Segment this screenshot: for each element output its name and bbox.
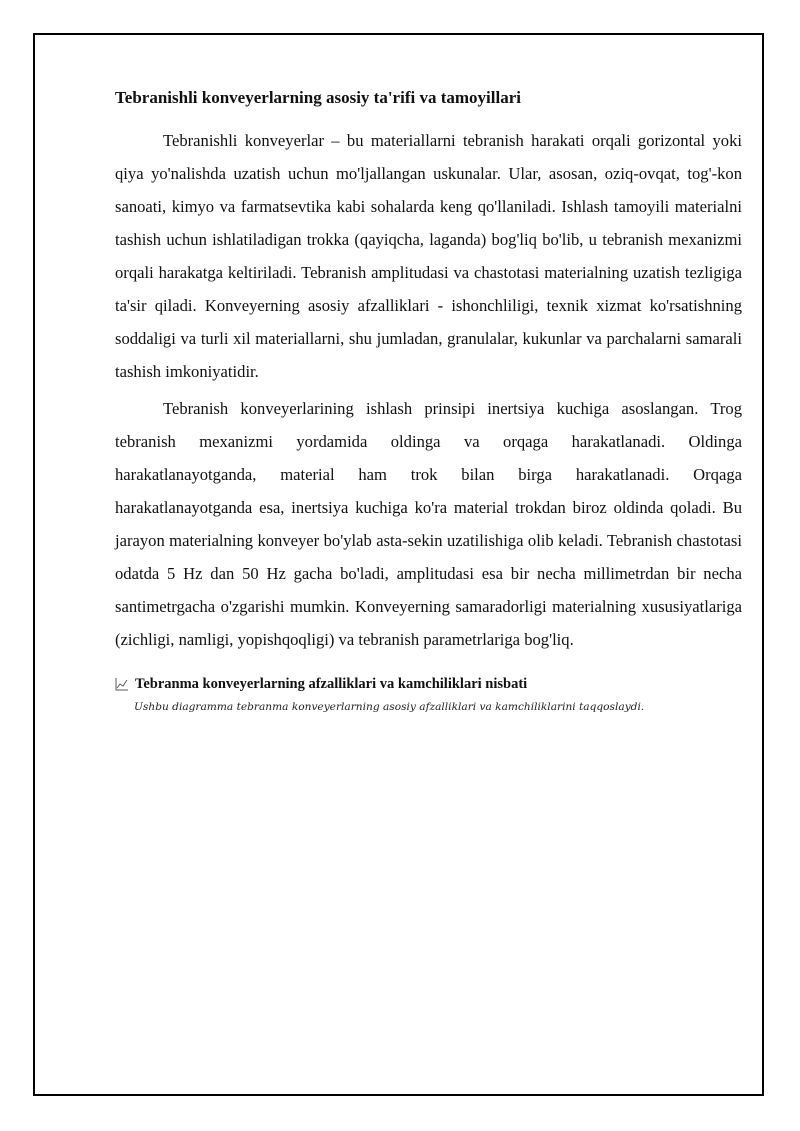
line-chart-icon: [115, 677, 129, 691]
chart-reference: [115, 674, 742, 716]
chart-caption: Ushbu diagramma tebranma konveyerlarning asosiy afzalliklari va kamchiliklarini taqqoslaydi.: [134, 701, 645, 713]
paragraph-principle: Tebranish konveyerlarining ishlash prinsipi inertsiya kuchiga asoslangan. Trog tebranish mexanizmi yordamida oldinga va orqaga harakatlanadi. Oldinga harakatlanayotganda, material ham trok bilan birga harakatlanadi. Orqaga harakatlanayotganda esa, inertsiya kuchiga ko'ra material trokdan biroz oldinda qoladi. Bu jarayon materialning konveyer bo'ylab asta-sekin uzatilishiga olib keladi. Tebranish chastotasi odatda 5 Hz dan 50 Hz gacha bo'ladi, amplitudasi esa bir necha millimetrdan bir necha santimetrgacha o'zgarishi mumkin. Konveyerning samaradorligi materialning xususiyatlariga (zichligi, namligi, yopishqoqligi) va tebranish parametrlariga bog'liq.: [115, 399, 742, 649]
chart-title-row: [115, 674, 742, 694]
paragraph-definition: Tebranishli konveyerlar – bu materiallarni tebranish harakati orqali gorizontal yoki qiya yo'nalishda uzatish uchun mo'ljallangan uskunalar. Ular, asosan, oziq-ovqat, tog'-kon sanoati, kimyo va farmatsevtika kabi sohalarda keng qo'llaniladi. Ishlash tamoyili materialni tashish uchun ishlatiladigan trokka (qayiqcha, laganda) bog'liq bo'lib, u tebranish mexanizmi orqali harakatga keltiriladi. Tebranish amplitudasi va chastotasi materialning uzatish tezligiga ta'sir qiladi. Konveyerning asosiy afzalliklari - ishonchliligi, texnik xizmat ko'rsatishning soddaligi va turli xil materiallarni, shu jumladan, granulalar, kukunlar va parchalarni samarali tashish imkoniyatidir.: [115, 131, 742, 381]
section-heading: Tebranishli konveyerlarning asosiy ta'rifi va tamoyillari: [115, 88, 521, 107]
chart-title: Tebranma konveyerlarning afzalliklari va kamchiliklari nisbati: [135, 676, 528, 692]
document-body: [115, 86, 742, 716]
